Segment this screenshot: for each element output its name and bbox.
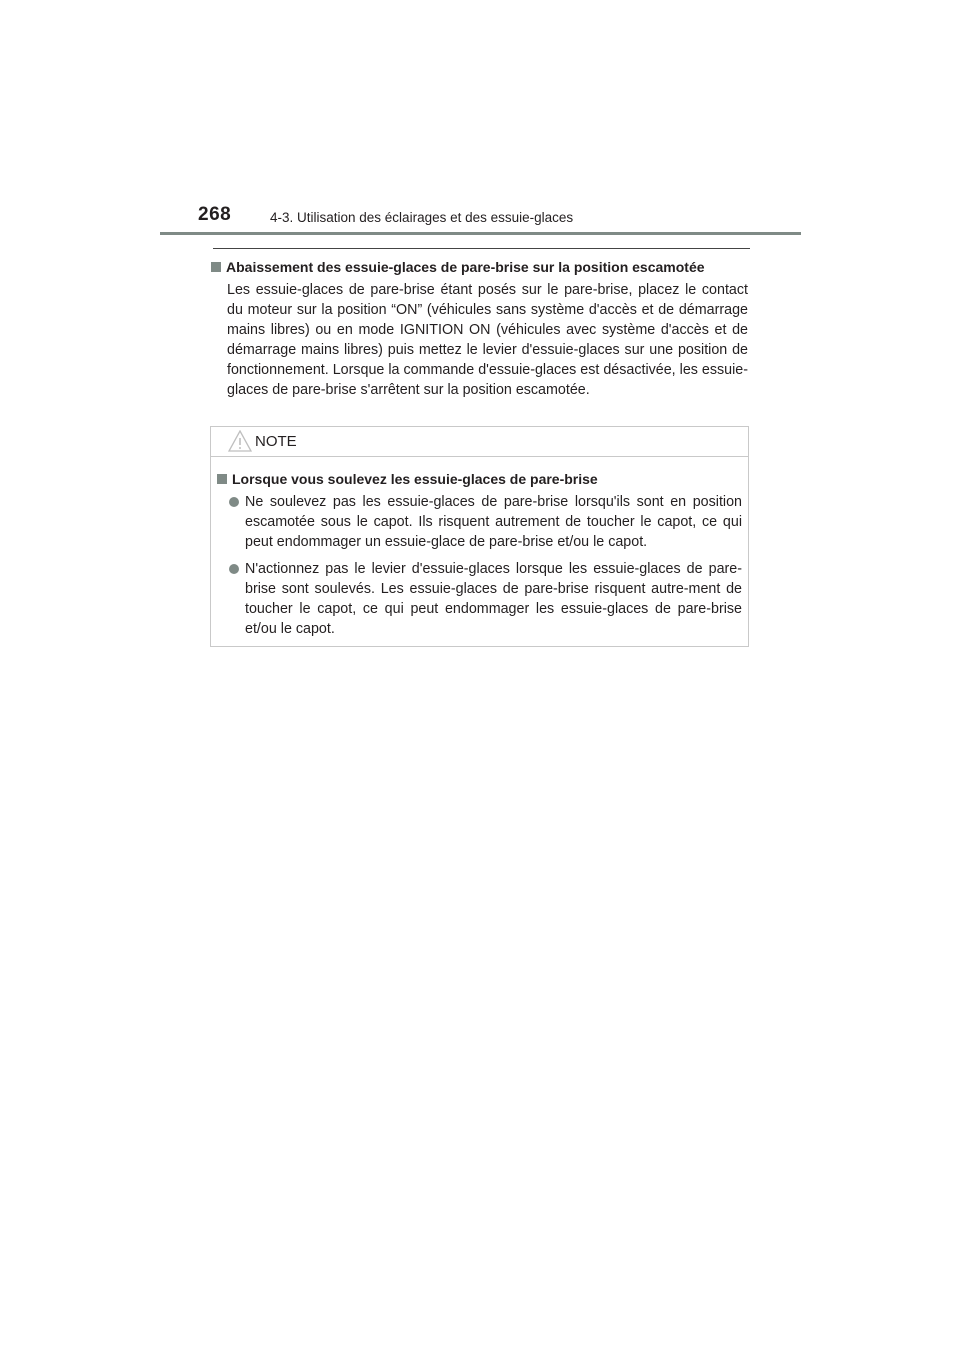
section-heading-text: Abaissement des essuie-glaces de pare-brise sur la position escamotée — [226, 259, 705, 275]
note-heading — [217, 469, 742, 489]
circle-bullet-icon — [229, 497, 239, 507]
section-heading — [211, 257, 748, 277]
square-bullet-icon — [217, 474, 227, 484]
section-rule — [213, 248, 750, 249]
header-rule — [160, 232, 801, 235]
section-paragraph: Les essuie-glaces de pare-brise étant posés sur le pare-brise, placez le contact du moteur sur la position “ON” (véhicules sans système d'accès et de démarrage mains libres) ou en mode IGNITION ON (véhicules avec système d'accès et de démarrage mains libres) puis mettez le levier d'essuie-glaces sur une position de fonctionnement. Lorsque la commande d'essuie-glaces est désactivée, les essuie-glaces de pare-brise s'arrêtent sur la position escamotée. — [227, 282, 748, 398]
warning-triangle-icon — [228, 430, 252, 452]
circle-bullet-icon — [229, 564, 239, 574]
list-item — [215, 559, 742, 639]
note-body — [211, 457, 748, 639]
note-box — [210, 426, 749, 647]
list-item-text: Ne soulevez pas les essuie-glaces de pare-brise lorsqu'ils sont en position escamotée sous le capot. Ils risquent autrement de toucher le capot, ce qui peut endommager un essuie-glace de pare-brise et/ou le capot. — [245, 494, 742, 550]
note-label: NOTE — [255, 433, 297, 450]
page-number: 268 — [198, 204, 232, 225]
section — [211, 257, 748, 400]
note-header — [211, 427, 748, 457]
chapter-title: 4-3. Utilisation des éclairages et des essuie-glaces — [270, 210, 574, 225]
list-item-text: N'actionnez pas le levier d'essuie-glaces lorsque les essuie-glaces de pare-brise sont soulevés. Les essuie-glaces de pare-brise risquent autre-ment de toucher le capot, ce qui peut endommager les essuie-glaces de pare-brise et/ou le capot. — [245, 561, 742, 637]
list-item — [215, 492, 742, 552]
note-heading-text: Lorsque vous soulevez les essuie-glaces de pare-brise — [232, 471, 598, 487]
square-bullet-icon — [211, 262, 221, 272]
